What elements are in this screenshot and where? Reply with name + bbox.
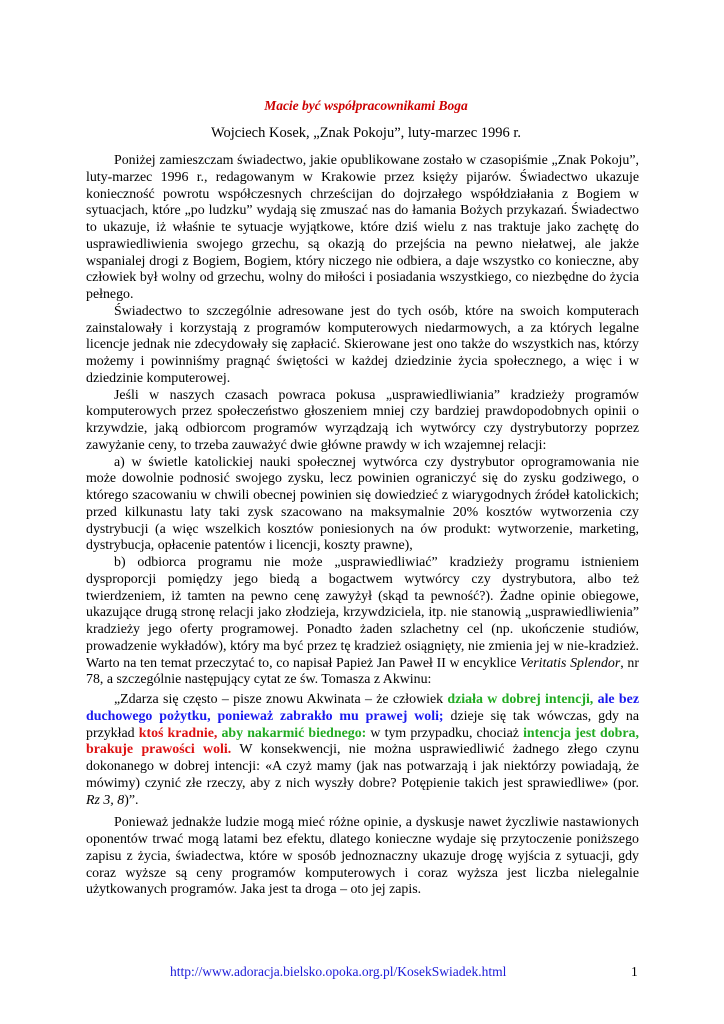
quote-text-2: dzieje się tak wówczas, gdy na przykład [86,708,639,741]
paragraph-conclusion: Ponieważ jednakże ludzie mogą mieć różne opinie, a dyskusje nawet życzliwie nastawionych oponentów trwać mogą latami bez efektu, dlatego konieczne wydaje się przytoczenie poniższego zapisu z życia, świadectwa, które w sposób jednoznaczny ukazuje drogę wyjścia z sytuacji, gdy coraz wyższe są ceny programów komputerowych i coraz wyższa jest liczba nielegalnie użytkowanych programów. Jaka jest ta droga – oto jej zapis. [86,815,639,898]
paragraph-intro: Poniżej zamieszczam świadectwo, jakie opublikowane zostało w czasopiśmie „Znak Pokoju”, luty-marzec 1996 r., redagowanym w Krakowie przez księży pijarów. Świadectwo ukazuje konieczność powrotu współczesnych chrześcijan do dojrzałego współdziałania z Bogiem w sytuacjach, które „po ludzku” wydają się zmuszać nas do łamania Bożych przykazań. Świadectwo to ukazuje, iż właśnie te sytuacje wyjątkowe, które dziś wielu z nas traktuje jako zachętę do usprawiedliwienia swojego grzechu, są okazją do przejścia na pewno niełatwej, ale jakże wspanialej drogi z Bogiem, Bogiem, który niczego nie odbiera, a daje wszystko co konieczne, aby człowiek był wolny od grzechu, wolny do miłości i posiadania wszystkiego, co niezbędne do życia pełnego. [86,153,639,302]
paragraph-point-a: a) w świetle katolickiej nauki społecznej wytwórca czy dystrybutor oprogramowania nie może dowolnie podnosić swojego zysku, lecz powinien ograniczyć się do zysku godziwego, o którego szacowaniu w chwili obecnej powinien się dowiedzieć z wiarygodnych źródeł katolickich; przed kilkunastu laty taki zysk szacowano na maksymalnie 20% kosztów wytworzenia czy dystrybucji (a więc wszelkich kosztów poniesionych na ów produkt: wytworzenie, marketing, dystrybucja, opłacenie patentów i licencji, koszty prawne), [86,454,639,554]
document-body [86,153,639,899]
quote-highlight-intention-good: intencja jest dobra, [523,725,639,741]
document-title: Macie być współpracownikami Boga [264,98,468,113]
quote-highlight-steals: ktoś kradnie, [138,725,218,741]
quote-highlight-no-benefit: ale bez duchowego pożytku, ponieważ zabrakło mu prawej woli; [86,692,639,724]
footer-url-link[interactable]: http://www.adoracja.bielsko.opoka.org.pl/KosekSwiadek.html [170,964,507,979]
quote-text-3: w tym przypadku, chociaż [366,725,524,741]
page-number: 1 [631,964,638,979]
document-subtitle: Wojciech Kosek, „Znak Pokoju”, luty-marzec 1996 r. [210,125,522,141]
quote-highlight-feed-poor: aby nakarmić biednego: [217,725,367,741]
quote-text-1: „Zdarza się często – pisze znowu Akwinata – że człowiek [114,692,448,707]
quote-highlight-good-intention: działa w dobrej intencji, [447,692,594,707]
paragraph-audience: Świadectwo to szczególnie adresowane jest do tych osób, które na swoich komputerach zainstalowały i korzystają z programów komputerowych niedarmowych, a za których legalne licencje jednak nie zdecydowały się zapłacić. Skierowane jest ono także do wszystkich nas, którzy możemy i powinniśmy pragnąć świętości w każdej dziedzinie życia społecznego, a więc i w dziedzinie komputerowej. [86,303,639,386]
quote-text-4: W konsekwencji, nie można usprawiedliwić żadnego złego czynu dokonanego w dobrej intencji: «A czyż mamy (jak nas potwarzają i jak niektórzy powiadają, że mówimy) czynić złe rzeczy, aby z nich wyszły dobre? Potępienie takich jest sprawiedliwe» (por. [86,742,640,791]
quote-reference: Rz 3, 8 [86,792,125,808]
quote-highlight-lacks-will: brakuje prawości woli. [86,742,232,758]
paragraph-point-b: b) odbiorca programu nie może „usprawiedliwiać” kradzieży programu istnieniem dysproporcji pomiędzy jego biedą a bogactwem wytwórcy czy dystrybutora, albo też twierdzeniem, iż tamten na pewno cenę zawyżył (skąd ta pewność?). Żadne opinie obiegowe, ukazujące drugą stronę relacji jako złodzieja, krzywdziciela, itp. nie stanowią „usprawiedliwienia” kradzieży jego oferty programowej. Ponadto żaden szlachetny cel (np. ukończenie studiów, prowadzenie wykładów), który ma być przez tę kradzież osiągnięty, nie zmienia jej w nie-kradzież. Warto na ten temat przeczytać to, co napisał Papież Jan Paweł II w encyklice Veritatis Splendor, nr 78, a szczególnie następujący cytat ze św. Tomasza z Akwinu: [86,555,639,688]
paragraph-quote [86,692,639,809]
quote-text-5: )”. [124,792,139,808]
encyclical-title: Veritatis Splendor [520,655,621,671]
paragraph-temptation: Jeśli w naszych czasach powraca pokusa „usprawiedliwiania” kradzieży programów komputerowych przez społeczeństwo głoszeniem mniej czy bardziej prawdopodobnych opinii o krzywdzie, jaką odbiorcom programów wyrządzają ich wytwórcy czy dystrybutorzy poprzez zawyżanie ceny, to trzeba zauważyć dwie główne prawdy w ich wzajemnej relacji: [86,387,639,453]
